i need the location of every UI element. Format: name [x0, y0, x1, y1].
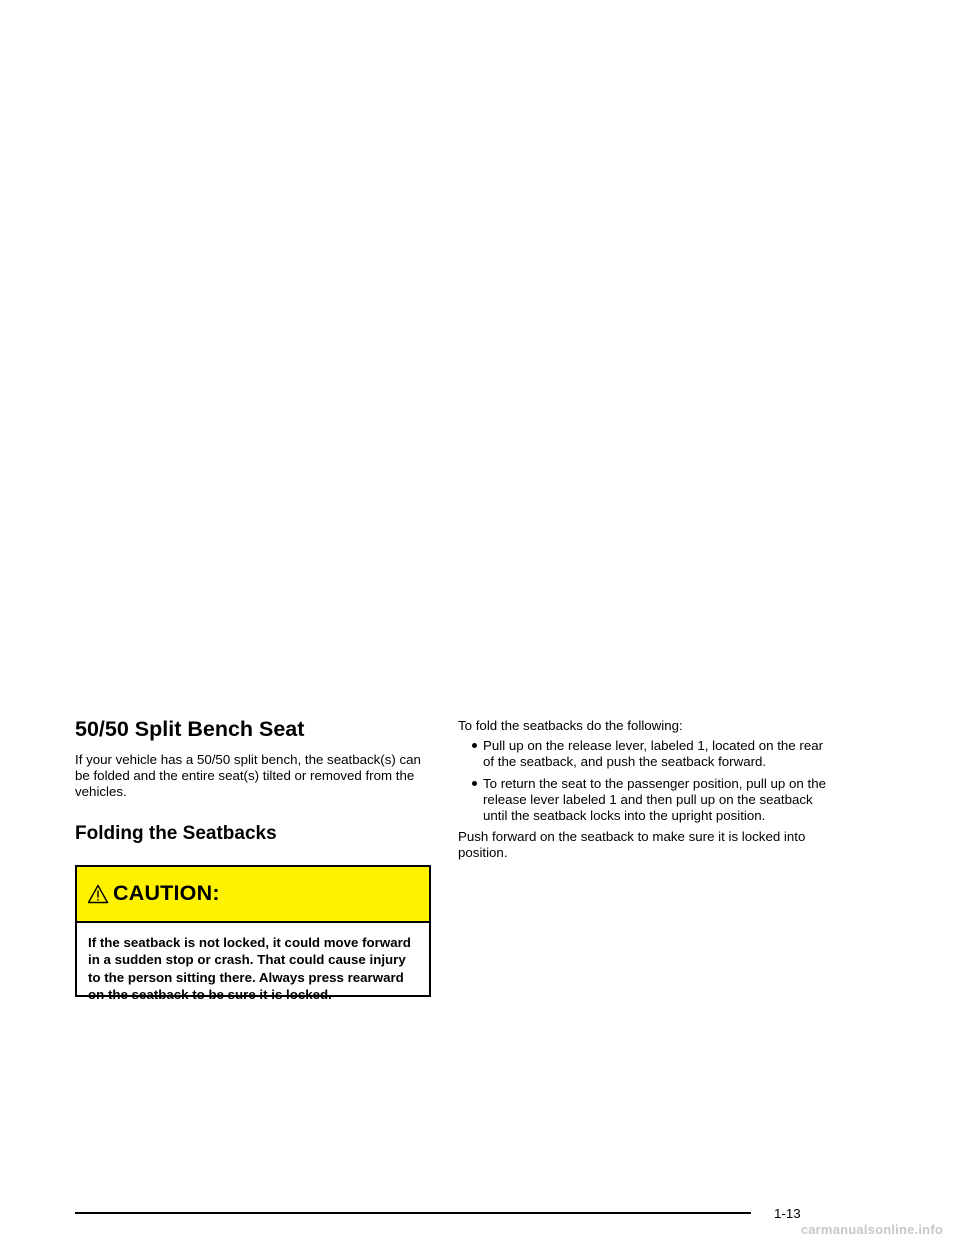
steps-list: [458, 738, 830, 824]
warning-triangle-icon: [87, 884, 113, 904]
section-heading: 50/50 Split Bench Seat: [75, 717, 305, 741]
list-item: [458, 776, 830, 825]
caution-body: If the seatback is not locked, it could move forward in a sudden stop or crash. That could cause injury to the person sitting there. Always press rearward on the seatback to be sure it is locked.: [88, 934, 411, 1003]
caution-header: [77, 867, 429, 923]
bullet-icon: [472, 743, 477, 748]
caution-box: [75, 865, 431, 1003]
watermark: carmanualsonline.info: [800, 1222, 943, 1237]
list-item-text: To return the seat to the passenger position, pull up on the release lever labeled 1 and then pull up on the seatback until the seatback locks into the upright position.: [483, 775, 826, 824]
page-number: 1-13: [774, 1206, 801, 1221]
section-intro: If your vehicle has a 50/50 split bench, the seatback(s) can be folded and the entire seat(s) tilted or removed from the vehicles.: [75, 752, 421, 800]
closing-text: Push forward on the seatback to make sure it is locked into position.: [458, 829, 806, 861]
left-column: [75, 716, 431, 1003]
right-column: [458, 718, 830, 862]
caution-title: CAUTION:: [113, 881, 220, 906]
list-item: [458, 738, 830, 770]
bullet-icon: [472, 781, 477, 786]
footer-rule: [75, 1212, 751, 1214]
subsection-heading: Folding the Seatbacks: [75, 822, 277, 844]
list-item-text: Pull up on the release lever, labeled 1, located on the rear of the seatback, and push the seatback forward.: [483, 738, 824, 770]
steps-intro: To fold the seatbacks do the following:: [458, 718, 683, 733]
